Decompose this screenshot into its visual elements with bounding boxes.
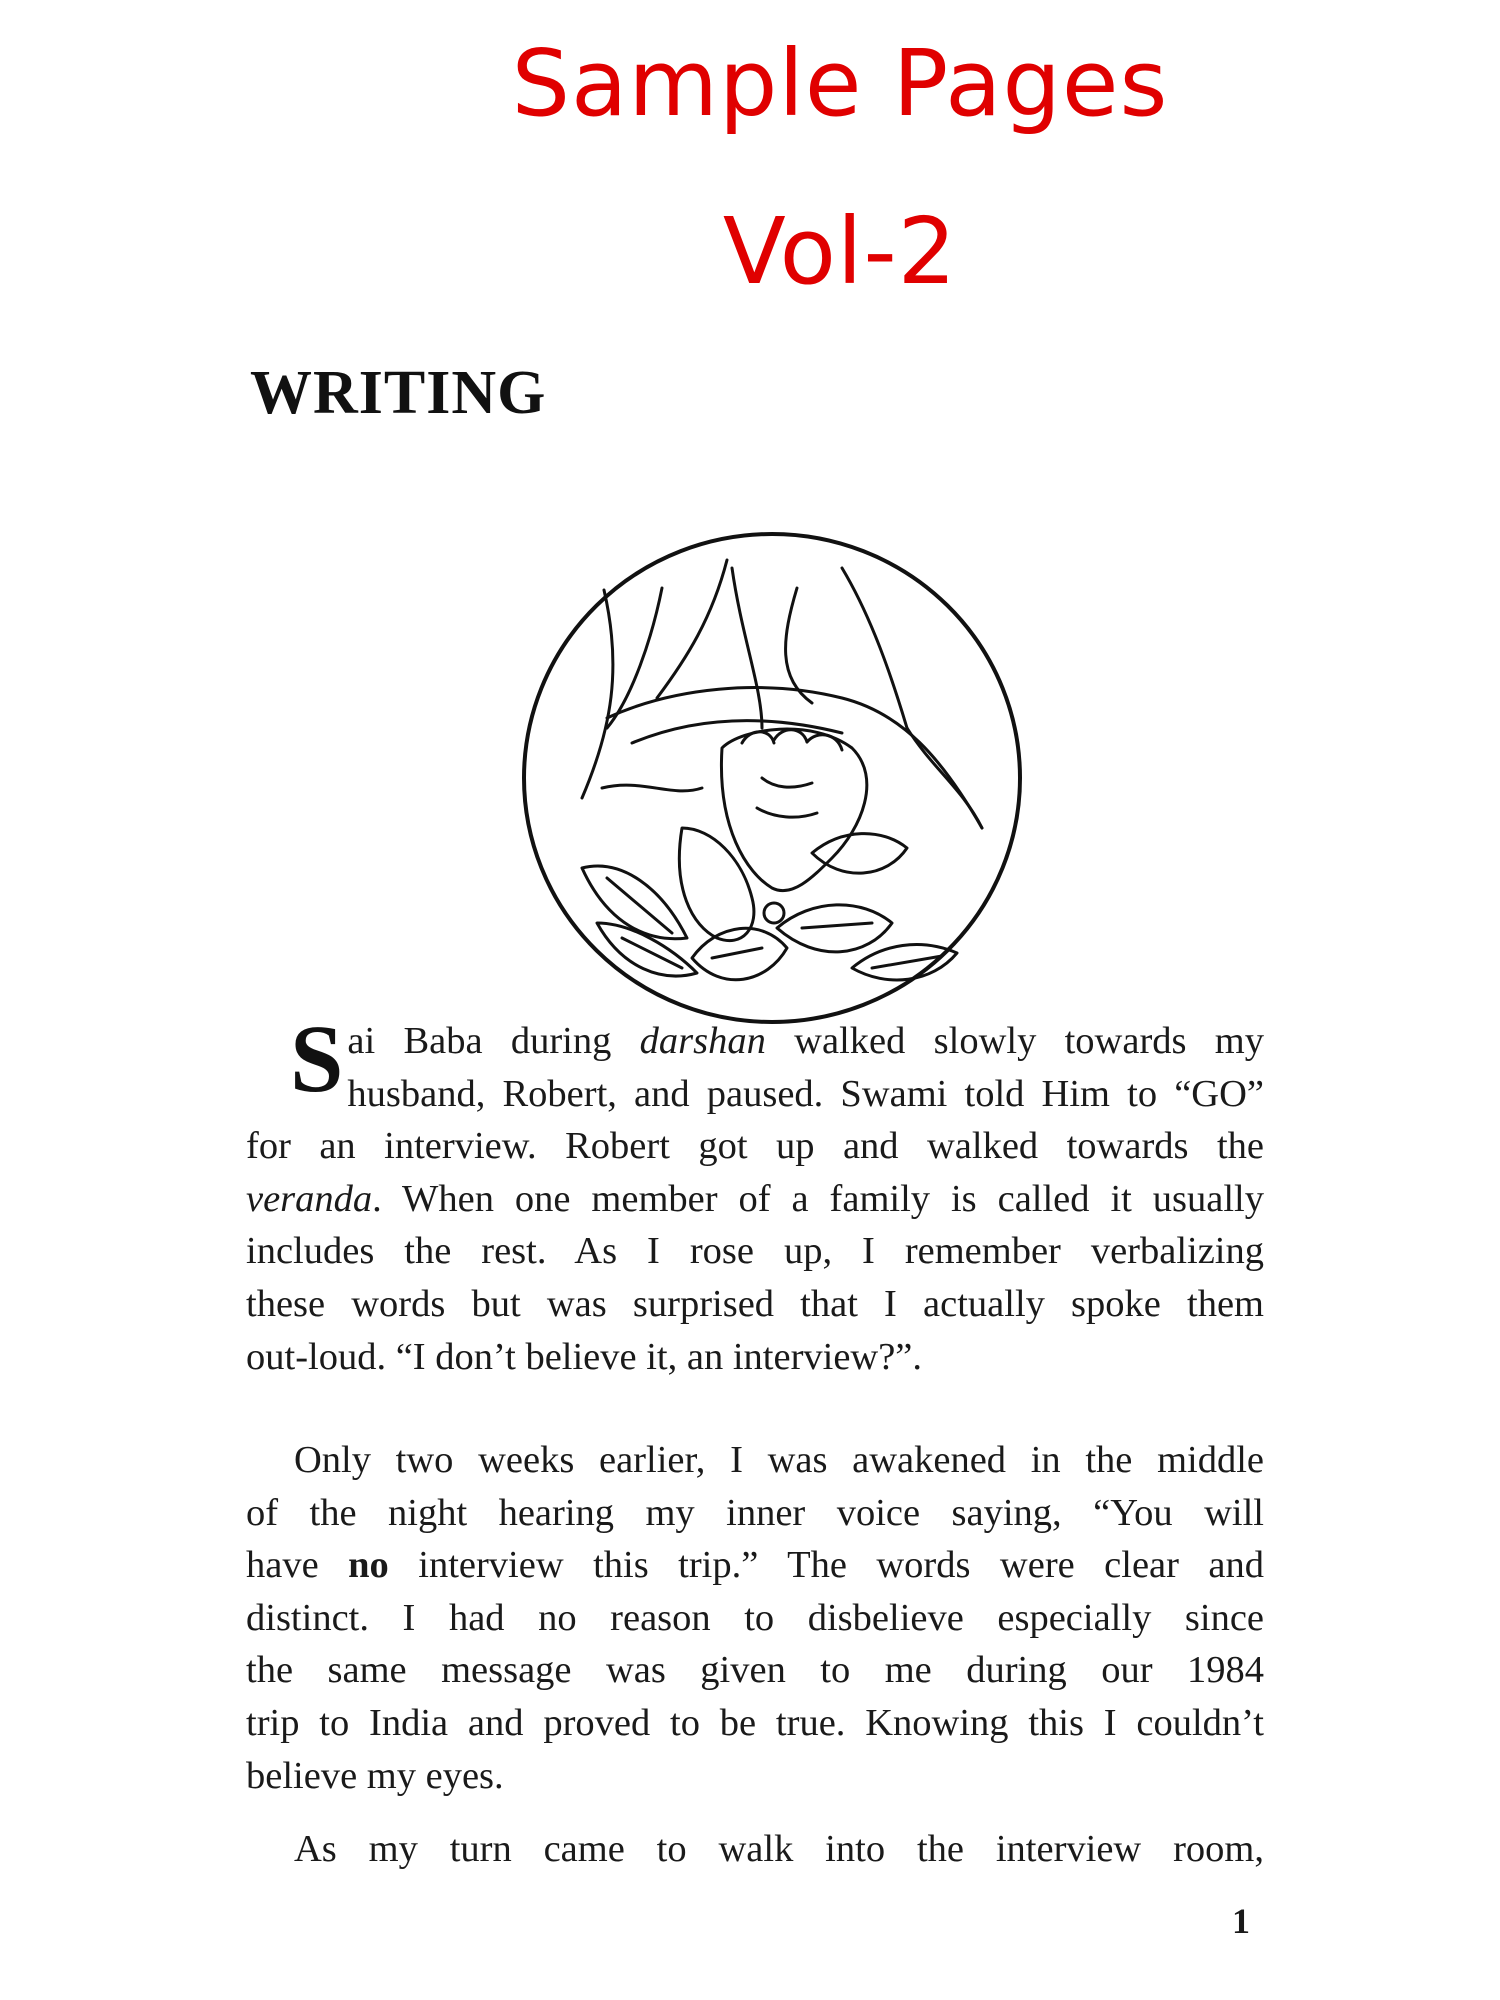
- text-line: the same message was given to me during our 1984: [246, 1649, 1264, 1692]
- text-line: [246, 1015, 1264, 1068]
- text-line: distinct. I had no reason to disbelieve especially since: [246, 1596, 1264, 1639]
- text-span: walked slowly towards my: [765, 1020, 1264, 1062]
- text-line: Only two weeks earlier, I was awakened in the middle: [294, 1439, 1264, 1481]
- robe-fold: [657, 560, 727, 698]
- text-line: husband, Robert, and paused. Swami told Him to “GO”: [347, 1072, 1264, 1115]
- lotus-feet-icon: [512, 528, 1032, 1028]
- paragraph-2: [246, 1434, 1264, 1802]
- text-line: of the night hearing my inner voice saying, “You will: [246, 1491, 1264, 1534]
- text-line: trip to India and proved to be true. Knowing this I couldn’t: [246, 1701, 1264, 1744]
- text-line: [246, 1173, 1264, 1226]
- volume-banner: Vol-2: [722, 198, 958, 305]
- robe-fold: [907, 728, 982, 828]
- lotus-petal: [777, 905, 892, 952]
- robe-edge: [602, 785, 702, 791]
- foot-outline: [721, 729, 866, 891]
- toes: [742, 730, 842, 750]
- text-span: have: [246, 1544, 349, 1587]
- text-line: As my turn came to walk into the interview room,: [294, 1828, 1264, 1870]
- drop-cap: S: [290, 1005, 344, 1112]
- text-line: [246, 1539, 1264, 1592]
- italic-term: veranda: [246, 1177, 373, 1220]
- chapter-title: WRITING: [250, 359, 547, 427]
- flower-center: [764, 903, 784, 923]
- lotus-petal: [812, 834, 907, 874]
- robe-fold: [786, 588, 812, 703]
- italic-term: darshan: [639, 1020, 766, 1062]
- lower-foot: [679, 828, 754, 941]
- text-line: these words but was surprised that I actually spoke them: [246, 1282, 1264, 1325]
- bold-word: no: [348, 1544, 389, 1587]
- text-line: believe my eyes.: [246, 1754, 504, 1797]
- robe-fold: [842, 568, 907, 728]
- lotus-petal: [692, 928, 787, 979]
- sample-pages-banner: Sample Pages: [511, 30, 1169, 137]
- paragraph-3: [246, 1823, 1264, 1876]
- page-number: 1: [1232, 1901, 1250, 1941]
- text-line: includes the rest. As I rose up, I remember verbalizing: [246, 1230, 1264, 1273]
- text-line: out-loud. “I don’t believe it, an interview?”.: [246, 1335, 923, 1378]
- paragraph-1: [246, 1005, 1264, 1383]
- robe-fold-left: [582, 590, 613, 798]
- robe-hem: [607, 688, 982, 828]
- robe-fold: [732, 568, 762, 728]
- toe-lines: [757, 778, 817, 817]
- text-span: ai Baba during: [347, 1020, 640, 1062]
- text-span: . When one member of a family is called it usually: [372, 1177, 1264, 1220]
- text-span: interview this trip.” The words were clear and: [388, 1544, 1264, 1587]
- text-line: for an interview. Robert got up and walked towards the: [246, 1125, 1264, 1168]
